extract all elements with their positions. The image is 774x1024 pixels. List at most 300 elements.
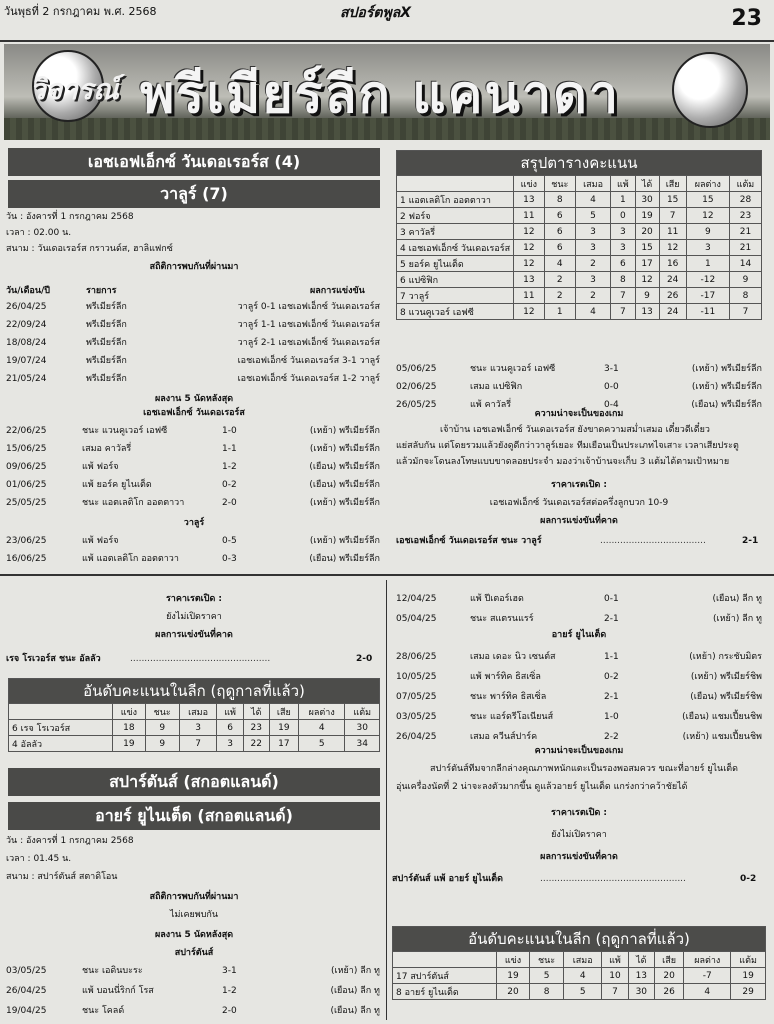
issue-date: วันพุธที่ 2 กรกฎาคม พ.ศ. 2568 — [4, 5, 157, 18]
table-cell: 13 — [514, 192, 544, 208]
match2-date: วัน : อังคารที่ 1 กรกฎาคม 2568 — [6, 836, 134, 846]
match1-prediction: เอชเอฟเอ็กซ์ วันเดอเรอร์ส ชนะ วาลูร์ — [396, 536, 542, 546]
table-cell: 30 — [628, 984, 654, 1000]
prev-odds-title: ราคาเรตเปิด : — [165, 594, 223, 604]
table-cell: 3 — [611, 224, 635, 240]
table-cell: 3 — [576, 240, 611, 256]
table-row — [9, 720, 380, 736]
table-header-cell: ผลต่าง — [298, 704, 344, 720]
dot-leader: ................................................. — [130, 654, 271, 664]
table-cell: 4 — [576, 304, 611, 320]
form-venue: (เยือน) พรีเมียร์ลีก — [309, 554, 380, 564]
form-venue: (เหย้า) พรีเมียร์ลีก — [309, 444, 380, 454]
table-cell: 16 — [659, 256, 686, 272]
match2-league-table — [392, 926, 766, 1000]
table-cell: 5 — [298, 736, 344, 752]
h2h-competition: พรีเมียร์ลีก — [86, 374, 127, 384]
team-name-cell: 6 เรจ โรเวอร์ส — [9, 720, 113, 736]
form-result: เสมอ เดอะ นิว เซนต์ส — [470, 652, 556, 662]
h2h-comp-header: รายการ — [86, 286, 117, 296]
table-cell: 22 — [243, 736, 269, 752]
table-cell: 6 — [544, 240, 575, 256]
match2-no-meet: ไม่เคยพบกัน — [169, 910, 219, 920]
section-divider — [0, 574, 774, 576]
h2h-competition: พรีเมียร์ลีก — [86, 302, 127, 312]
table-cell: 12 — [514, 256, 544, 272]
table-cell: 8 — [544, 192, 575, 208]
table-cell: 21 — [729, 224, 761, 240]
table-row — [397, 272, 762, 288]
table-header-cell: ได้ — [635, 176, 659, 192]
table-row — [9, 736, 380, 752]
table-row — [397, 304, 762, 320]
form-date: 05/04/25 — [396, 614, 437, 624]
form-date: 12/04/25 — [396, 594, 437, 604]
standings-title: สรุปตารางคะแนน — [397, 151, 762, 176]
form-score: 0-4 — [604, 400, 619, 410]
table-cell: 9 — [686, 224, 729, 240]
prev-league-table — [8, 678, 380, 752]
form-date: 19/04/25 — [6, 1006, 47, 1016]
match1-time: เวลา : 02.00 น. — [6, 228, 72, 238]
header-rule — [0, 40, 774, 42]
form-date: 05/06/25 — [396, 364, 437, 374]
table-cell: 8 — [611, 272, 635, 288]
team-name-cell: 7 วาลูร์ — [397, 288, 514, 304]
table-header-cell: แต้ม — [729, 176, 761, 192]
form-score: 2-1 — [604, 692, 619, 702]
table-row — [397, 256, 762, 272]
team-name-cell: 3 คาวัลรี่ — [397, 224, 514, 240]
table-header-cell: เสมอ — [179, 704, 217, 720]
match1-date: วัน : อังคารที่ 1 กรกฎาคม 2568 — [6, 212, 134, 222]
table-row — [397, 192, 762, 208]
table-cell: 17 — [269, 736, 298, 752]
table-header-cell: เสีย — [269, 704, 298, 720]
table-row — [397, 224, 762, 240]
table-cell: 12 — [659, 240, 686, 256]
standings-body — [397, 192, 762, 320]
table-cell: 7 — [611, 304, 635, 320]
match2-table-body — [393, 968, 766, 1000]
table-header-cell: ผลต่าง — [686, 176, 729, 192]
h2h-date-header: วัน/เดือน/ปี — [6, 286, 50, 296]
table-cell: 1 — [611, 192, 635, 208]
table-cell: 4 — [544, 256, 575, 272]
table-cell: 14 — [729, 256, 761, 272]
table-cell: 9 — [635, 288, 659, 304]
table-cell: 3 — [576, 224, 611, 240]
form-venue: (เยือน) พรีเมียร์ลีก — [691, 400, 762, 410]
table-header-cell: แพ้ — [602, 952, 629, 968]
table-cell: 23 — [729, 208, 761, 224]
table-header-cell: แพ้ — [217, 704, 243, 720]
h2h-competition: พรีเมียร์ลีก — [86, 338, 127, 348]
table-cell: 2 — [544, 288, 575, 304]
dot-leader: ..................................... — [600, 536, 706, 546]
table-cell: 15 — [659, 192, 686, 208]
form-result: เสมอ แปซิฟิก — [470, 382, 523, 392]
table-cell: -11 — [686, 304, 729, 320]
table-header-cell: ชนะ — [530, 952, 564, 968]
form-score: 2-0 — [222, 498, 237, 508]
match2-analysis-line: สปาร์ตันส์ทีมจากลีกล่างคุณภาพหนักแตะเป็นรองพอสมควร ขณะที่อายร์ ยูไนเต็ด — [430, 764, 738, 774]
table-cell: 6 — [217, 720, 243, 736]
standings-panel — [396, 150, 762, 320]
table-header-cell: ชนะ — [145, 704, 179, 720]
table-cell: 7 — [611, 288, 635, 304]
form-date: 03/05/25 — [396, 712, 437, 722]
table-cell: 12 — [514, 304, 544, 320]
table-cell: 6 — [611, 256, 635, 272]
form-venue: (เหย้า) ลีก ทู — [713, 614, 762, 624]
table-cell: 11 — [514, 288, 544, 304]
h2h-result: วาลูร์ 0-1 เอชเอฟเอ็กซ์ วันเดอเรอร์ส — [237, 302, 380, 312]
prev-pred-score: 2-0 — [356, 654, 373, 664]
table-cell: 2 — [576, 256, 611, 272]
table-header-cell — [9, 704, 113, 720]
h2h-date: 19/07/24 — [6, 356, 47, 366]
match2-away-form-title: อายร์ ยูไนเต็ด — [551, 630, 607, 640]
table-cell: 15 — [686, 192, 729, 208]
table-cell: 12 — [514, 240, 544, 256]
form-date: 26/04/25 — [396, 732, 437, 742]
form-date: 09/06/25 — [6, 462, 47, 472]
table-cell: 17 — [635, 256, 659, 272]
table-cell: 12 — [686, 208, 729, 224]
form-result: แพ้ คาวัลรี่ — [470, 400, 512, 410]
form-result: ชนะ โคลด์ — [82, 1006, 125, 1016]
table-cell: 13 — [628, 968, 654, 984]
table-header-cell: แต้ม — [345, 704, 380, 720]
form-venue: (เหย้า) แชมเปี้ยนชิพ — [682, 732, 762, 742]
match2-analysis-title: ความน่าจะเป็นของเกม — [534, 746, 624, 756]
table-cell: 8 — [530, 984, 564, 1000]
match1-analysis-line: แล้วมักจะโดนลงโทษแบบขาดลอยประจำ มองว่าเจ้าบ้านจะเก็บ 3 แต้มได้ตามเป้าหมาย — [396, 457, 730, 467]
form-venue: (เยือน) ลีก ทู — [712, 594, 762, 604]
team-name-cell: 4 เอชเอฟเอ็กซ์ วันเดอเรอร์ส — [397, 240, 514, 256]
table-row — [397, 240, 762, 256]
team-name-cell: 8 แวนคูเวอร์ เอฟซี — [397, 304, 514, 320]
table-cell: 3 — [576, 272, 611, 288]
table-cell: 5 — [530, 968, 564, 984]
form-score: 3-1 — [222, 966, 237, 976]
table-header-cell: แข่ง — [514, 176, 544, 192]
form-score: 2-1 — [604, 614, 619, 624]
match2-stats-title: สถิติการพบกันที่ผ่านมา — [149, 892, 239, 902]
form-result: แพ้ ยอร์ค ยูไนเต็ด — [82, 480, 152, 490]
match2-prediction: สปาร์ตันส์ แพ้ อายร์ ยูไนเต็ด — [392, 874, 504, 884]
table-header-cell: แข่ง — [113, 704, 146, 720]
table-row — [393, 968, 766, 984]
table-cell: -7 — [684, 968, 731, 984]
table-header-cell: ผลต่าง — [684, 952, 731, 968]
soccer-ball-icon — [672, 52, 748, 128]
form-score: 0-2 — [604, 672, 619, 682]
table-cell: 7 — [729, 304, 761, 320]
table-cell: 4 — [684, 984, 731, 1000]
table-cell: 12 — [514, 224, 544, 240]
team-name-cell: 6 แปซิฟิก — [397, 272, 514, 288]
page-number: 23 — [731, 6, 762, 31]
table-header-cell: ได้ — [243, 704, 269, 720]
form-venue: (เหย้า) พรีเมียร์ชิพ — [690, 672, 762, 682]
table-header-cell: แต้ม — [731, 952, 766, 968]
team-name-cell: 4 อัลลัว — [9, 736, 113, 752]
prev-table-body — [9, 720, 380, 752]
table-cell: 24 — [659, 272, 686, 288]
match1-home-title: เอชเอฟเอ็กซ์ วันเดอเรอร์ส (4) — [8, 148, 380, 176]
table-cell: 21 — [729, 240, 761, 256]
form-result: ชนะ แอตเลติโก ออตตาวา — [82, 498, 185, 508]
form-score: 1-1 — [222, 444, 237, 454]
prev-pred-title: ผลการแข่งขันที่คาด — [155, 630, 233, 640]
table-cell: 5 — [564, 984, 602, 1000]
match2-last5-title: ผลงาน 5 นัดหลังสุด — [154, 930, 234, 940]
table-cell: 20 — [654, 968, 683, 984]
table-header-cell: ได้ — [628, 952, 654, 968]
h2h-competition: พรีเมียร์ลีก — [86, 320, 127, 330]
form-date: 23/06/25 — [6, 536, 47, 546]
table-cell: 30 — [345, 720, 380, 736]
table-cell: 30 — [635, 192, 659, 208]
table-cell: 20 — [497, 984, 530, 1000]
h2h-date: 26/04/25 — [6, 302, 47, 312]
form-result: ชนะ แอร์ดรีโอเนียนส์ — [470, 712, 554, 722]
match1-home-form-title: เอชเอฟเอ็กซ์ วันเดอเรอร์ส — [143, 408, 245, 418]
form-score: 2-0 — [222, 1006, 237, 1016]
team-name-cell: 1 แอตเลติโก ออตตาวา — [397, 192, 514, 208]
table-cell: 1 — [544, 304, 575, 320]
table-cell: 4 — [298, 720, 344, 736]
table-cell: 3 — [217, 736, 243, 752]
form-venue: (เหย้า) พรีเมียร์ลีก — [691, 382, 762, 392]
form-date: 10/05/25 — [396, 672, 437, 682]
form-result: แพ้ พาร์ทิค ธิสเซิ่ล — [470, 672, 541, 682]
match2-table-header-row — [393, 952, 766, 968]
match2-league-panel — [392, 926, 766, 1000]
team-name-cell: 5 ยอร์ค ยูไนเต็ด — [397, 256, 514, 272]
table-header-cell — [393, 952, 497, 968]
table-cell: 8 — [729, 288, 761, 304]
table-cell: 19 — [497, 968, 530, 984]
match2-home-title: สปาร์ตันส์ (สกอตแลนด์) — [8, 768, 380, 796]
match2-pred-score: 0-2 — [740, 874, 757, 884]
match1-odds-title: ราคาเรตเปิด : — [550, 480, 608, 490]
table-cell: 1 — [686, 256, 729, 272]
form-score: 0-0 — [604, 382, 619, 392]
form-venue: (เยือน) พรีเมียร์ชิพ — [690, 692, 762, 702]
prev-league-panel — [8, 678, 380, 752]
table-header-cell: เสีย — [659, 176, 686, 192]
form-date: 15/06/25 — [6, 444, 47, 454]
form-score: 0-1 — [604, 594, 619, 604]
form-venue: (เหย้า) กระชับมิตร — [689, 652, 762, 662]
match1-pred-title: ผลการแข่งขันที่คาด — [540, 516, 618, 526]
table-cell: 4 — [564, 968, 602, 984]
h2h-result: วาลูร์ 1-1 เอชเอฟเอ็กซ์ วันเดอเรอร์ส — [237, 320, 380, 330]
match1-odds: เอชเอฟเอ็กซ์ วันเดอเรอร์สต่อครึ่งลูกบวก 10-9 — [489, 498, 669, 508]
table-cell: 34 — [345, 736, 380, 752]
table-cell: 11 — [659, 224, 686, 240]
table-cell: 13 — [514, 272, 544, 288]
h2h-date: 18/08/24 — [6, 338, 47, 348]
match1-away-form-title: วาลูร์ — [183, 518, 205, 528]
match2-table-title: อันดับคะแนนในลีก (ฤดูกาลที่แล้ว) — [393, 927, 766, 952]
table-cell: 13 — [635, 304, 659, 320]
match1-pred-score: 2-1 — [742, 536, 759, 546]
table-cell: 23 — [243, 720, 269, 736]
banner-title: พรีเมียร์ลีก แคนาดา — [140, 65, 621, 125]
table-cell: 2 — [544, 272, 575, 288]
form-venue: (เยือน) พรีเมียร์ลีก — [309, 480, 380, 490]
table-cell: 3 — [611, 240, 635, 256]
table-cell: -12 — [686, 272, 729, 288]
form-result: ชนะ สแตรนแรร์ — [470, 614, 534, 624]
standings-header-row — [397, 176, 762, 192]
form-score: 1-0 — [604, 712, 619, 722]
match2-time: เวลา : 01.45 น. — [6, 854, 72, 864]
table-cell: 6 — [544, 224, 575, 240]
table-cell: 7 — [659, 208, 686, 224]
form-result: แพ้ แอตเลติโก ออตตาวา — [82, 554, 179, 564]
prev-table-header-row — [9, 704, 380, 720]
table-cell: 11 — [514, 208, 544, 224]
form-score: 1-2 — [222, 986, 237, 996]
table-cell: 19 — [731, 968, 766, 984]
match1-analysis-title: ความน่าจะเป็นของเกม — [534, 409, 624, 419]
form-result: แพ้ ฟอร์จ — [82, 536, 119, 546]
form-date: 25/05/25 — [6, 498, 47, 508]
form-venue: (เยือน) แชมเปี้ยนชิพ — [682, 712, 762, 722]
brand-logo: สปอร์ตพูลX — [340, 5, 412, 21]
form-date: 01/06/25 — [6, 480, 47, 490]
h2h-result: เอชเอฟเอ็กซ์ วันเดอเรอร์ส 3-1 วาลูร์ — [237, 356, 380, 366]
match2-pred-title: ผลการแข่งขันที่คาด — [540, 852, 618, 862]
form-score: 0-5 — [222, 536, 237, 546]
form-date: 26/04/25 — [6, 986, 47, 996]
form-result: ชนะ เอดินบะระ — [82, 966, 143, 976]
column-divider — [386, 580, 387, 1020]
table-cell: 7 — [179, 736, 217, 752]
form-result: แพ้ บอนนี่ริกก์ โรส — [82, 986, 154, 996]
match2-venue: สนาม : สปาร์ตันส์ สตาดิโอน — [6, 872, 118, 882]
match2-odds-title: ราคาเรตเปิด : — [550, 808, 608, 818]
table-cell: 28 — [729, 192, 761, 208]
table-cell: 0 — [611, 208, 635, 224]
form-score: 0-2 — [222, 480, 237, 490]
form-result: แพ้ ปีเตอร์เฮด — [470, 594, 524, 604]
form-score: 0-3 — [222, 554, 237, 564]
match2-away-title: อายร์ ยูไนเต็ด (สกอตแลนด์) — [8, 802, 380, 830]
form-venue: (เหย้า) พรีเมียร์ลีก — [309, 498, 380, 508]
match1-last5-title: ผลงาน 5 นัดหลังสุด — [154, 394, 234, 404]
table-cell: -17 — [686, 288, 729, 304]
form-venue: (เหย้า) พรีเมียร์ลีก — [309, 426, 380, 436]
form-date: 26/05/25 — [396, 400, 437, 410]
form-date: 22/06/25 — [6, 426, 47, 436]
team-name-cell: 17 สปาร์ตันส์ — [393, 968, 497, 984]
form-venue: (เยือน) พรีเมียร์ลีก — [309, 462, 380, 472]
form-result: ชนะ พาร์ทิค ธิสเซิ่ล — [470, 692, 547, 702]
table-cell: 9 — [729, 272, 761, 288]
table-cell: 12 — [635, 272, 659, 288]
match2-analysis-line: อุ่นเครื่องนัดที่ 2 น่าจะลงตัวมากขึ้น ดูแล้วอายร์ ยูไนเต็ด แกร่งกว่าคว้าชัยได้ — [396, 782, 688, 792]
table-cell: 26 — [659, 288, 686, 304]
form-venue: (เยือน) ลีก ทู — [330, 986, 380, 996]
prev-odds: ยังไม่เปิดราคา — [166, 612, 222, 622]
table-cell: 15 — [635, 240, 659, 256]
match1-analysis-line: แย่สลับกัน แต่โดยรวมแล้วยังดูดีกว่าวาลูร์เยอะ ทีมเยือนเป็นประเภทไจเสาะ เวลาเสียประตู — [396, 441, 739, 451]
match2-odds: ยังไม่เปิดราคา — [551, 830, 607, 840]
table-row — [397, 208, 762, 224]
form-date: 16/06/25 — [6, 554, 47, 564]
table-row — [393, 984, 766, 1000]
match1-away-title: วาลูร์ (7) — [8, 180, 380, 208]
prev-prediction: เรจ โรเวอร์ส ชนะ อัลลัว — [6, 654, 101, 664]
form-score: 1-1 — [604, 652, 619, 662]
prev-table-title: อันดับคะแนนในลีก (ฤดูกาลที่แล้ว) — [9, 679, 380, 704]
form-score: 3-1 — [604, 364, 619, 374]
h2h-result: เอชเอฟเอ็กซ์ วันเดอเรอร์ส 1-2 วาลูร์ — [237, 374, 380, 384]
form-venue: (เหย้า) พรีเมียร์ลีก — [691, 364, 762, 374]
standings-table — [396, 150, 762, 320]
match1-analysis-line: เจ้าบ้าน เอชเอฟเอ็กซ์ วันเดอเรอร์ส ยังขาดความสม่ำเสมอ เดี๋ยวดีเดี๋ยว — [440, 425, 710, 435]
table-cell: 10 — [602, 968, 629, 984]
banner-subtitle: วิจารณ์ — [30, 73, 119, 106]
form-result: ชนะ แวนคูเวอร์ เอฟซี — [82, 426, 168, 436]
table-header-cell — [397, 176, 514, 192]
table-cell: 3 — [686, 240, 729, 256]
form-date: 02/06/25 — [396, 382, 437, 392]
dot-leader: ................................................... — [540, 874, 686, 884]
form-date: 07/05/25 — [396, 692, 437, 702]
h2h-result-header: ผลการแข่งขัน — [310, 286, 365, 296]
table-row — [397, 288, 762, 304]
h2h-result: วาลูร์ 2-1 เอชเอฟเอ็กซ์ วันเดอเรอร์ส — [237, 338, 380, 348]
table-cell: 5 — [576, 208, 611, 224]
table-cell: 9 — [145, 720, 179, 736]
form-date: 28/06/25 — [396, 652, 437, 662]
table-cell: 19 — [113, 736, 146, 752]
table-cell: 18 — [113, 720, 146, 736]
team-name-cell: 2 ฟอร์จ — [397, 208, 514, 224]
table-cell: 2 — [576, 288, 611, 304]
form-result: ชนะ แวนคูเวอร์ เอฟซี — [470, 364, 556, 374]
table-header-cell: ชนะ — [544, 176, 575, 192]
h2h-competition: พรีเมียร์ลีก — [86, 356, 127, 366]
h2h-date: 21/05/24 — [6, 374, 47, 384]
match1-stats-title: สถิติการพบกันที่ผ่านมา — [149, 262, 239, 272]
match1-venue: สนาม : วันเดอเรอร์ส กราวนด์ส, ฮาลิแฟกซ์ — [6, 244, 173, 254]
table-header-cell: แพ้ — [611, 176, 635, 192]
table-cell: 26 — [654, 984, 683, 1000]
form-score: 1-0 — [222, 426, 237, 436]
table-cell: 19 — [635, 208, 659, 224]
form-venue: (เยือน) ลีก ทู — [330, 1006, 380, 1016]
form-venue: (เหย้า) ลีก ทู — [331, 966, 380, 976]
form-result: เสมอ ควีนส์ปาร์ค — [470, 732, 538, 742]
table-header-cell: เสมอ — [564, 952, 602, 968]
table-cell: 9 — [145, 736, 179, 752]
form-result: เสมอ คาวัลรี่ — [82, 444, 132, 454]
table-cell: 24 — [659, 304, 686, 320]
form-score: 1-2 — [222, 462, 237, 472]
table-header-cell: เสีย — [654, 952, 683, 968]
table-header-cell: แข่ง — [497, 952, 530, 968]
form-score: 2-2 — [604, 732, 619, 742]
form-venue: (เหย้า) พรีเมียร์ลีก — [309, 536, 380, 546]
